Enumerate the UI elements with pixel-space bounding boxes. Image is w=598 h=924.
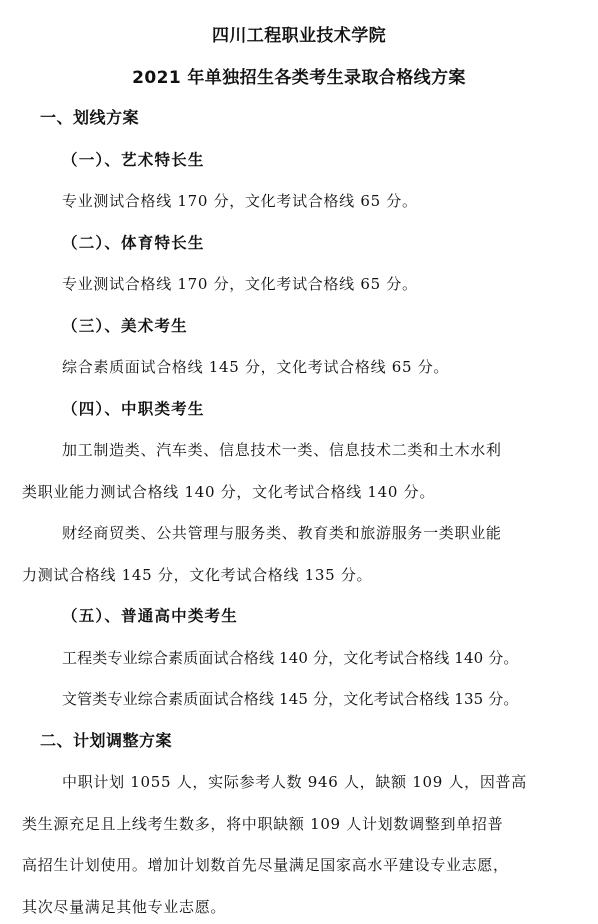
- sub-4-para-2-line-2: 力测试合格线 145 分，文化考试合格线 135 分。: [22, 566, 373, 584]
- document-title: 2021 年单独招生各类考生录取合格线方案: [132, 68, 466, 88]
- sub-5-line-1: 工程类专业综合素质面试合格线 140 分，文化考试合格线 140 分。: [62, 649, 519, 667]
- sub-4-heading: （四）、中职类考生: [62, 400, 205, 418]
- sub-3-heading: （三）、美术考生: [62, 317, 188, 335]
- sub-1-heading: （一）、艺术特长生: [62, 151, 205, 169]
- section-2-line-4: 其次尽量满足其他专业志愿。: [22, 898, 227, 916]
- sub-4-para-2-line-1: 财经商贸类、公共管理与服务类、教育类和旅游服务一类职业能: [62, 524, 502, 542]
- sub-2-text: 专业测试合格线 170 分，文化考试合格线 65 分。: [62, 275, 418, 293]
- sub-4-para-1-line-2: 类职业能力测试合格线 140 分，文化考试合格线 140 分。: [22, 483, 436, 501]
- sub-2-heading: （二）、体育特长生: [62, 234, 205, 252]
- sub-5-line-2: 文管类专业综合素质面试合格线 145 分，文化考试合格线 135 分。: [62, 690, 519, 708]
- section-2-line-1: 中职计划 1055 人，实际参考人数 946 人，缺额 109 人，因普高: [62, 773, 527, 791]
- section-2-heading: 二、计划调整方案: [40, 731, 173, 750]
- sub-3-text: 综合素质面试合格线 145 分，文化考试合格线 65 分。: [62, 358, 450, 376]
- section-1-heading: 一、划线方案: [40, 108, 140, 127]
- school-name: 四川工程职业技术学院: [212, 26, 386, 46]
- sub-1-text: 专业测试合格线 170 分，文化考试合格线 65 分。: [62, 192, 418, 210]
- section-2-line-3: 高招生计划使用。增加计划数首先尽量满足国家高水平建设专业志愿，: [22, 856, 509, 874]
- sub-5-heading: （五）、普通高中类考生: [62, 607, 238, 625]
- sub-4-para-1-line-1: 加工制造类、汽车类、信息技术一类、信息技术二类和土木水利: [62, 441, 502, 459]
- section-2-line-2: 类生源充足且上线考生数多，将中职缺额 109 人计划数调整到单招普: [22, 815, 504, 833]
